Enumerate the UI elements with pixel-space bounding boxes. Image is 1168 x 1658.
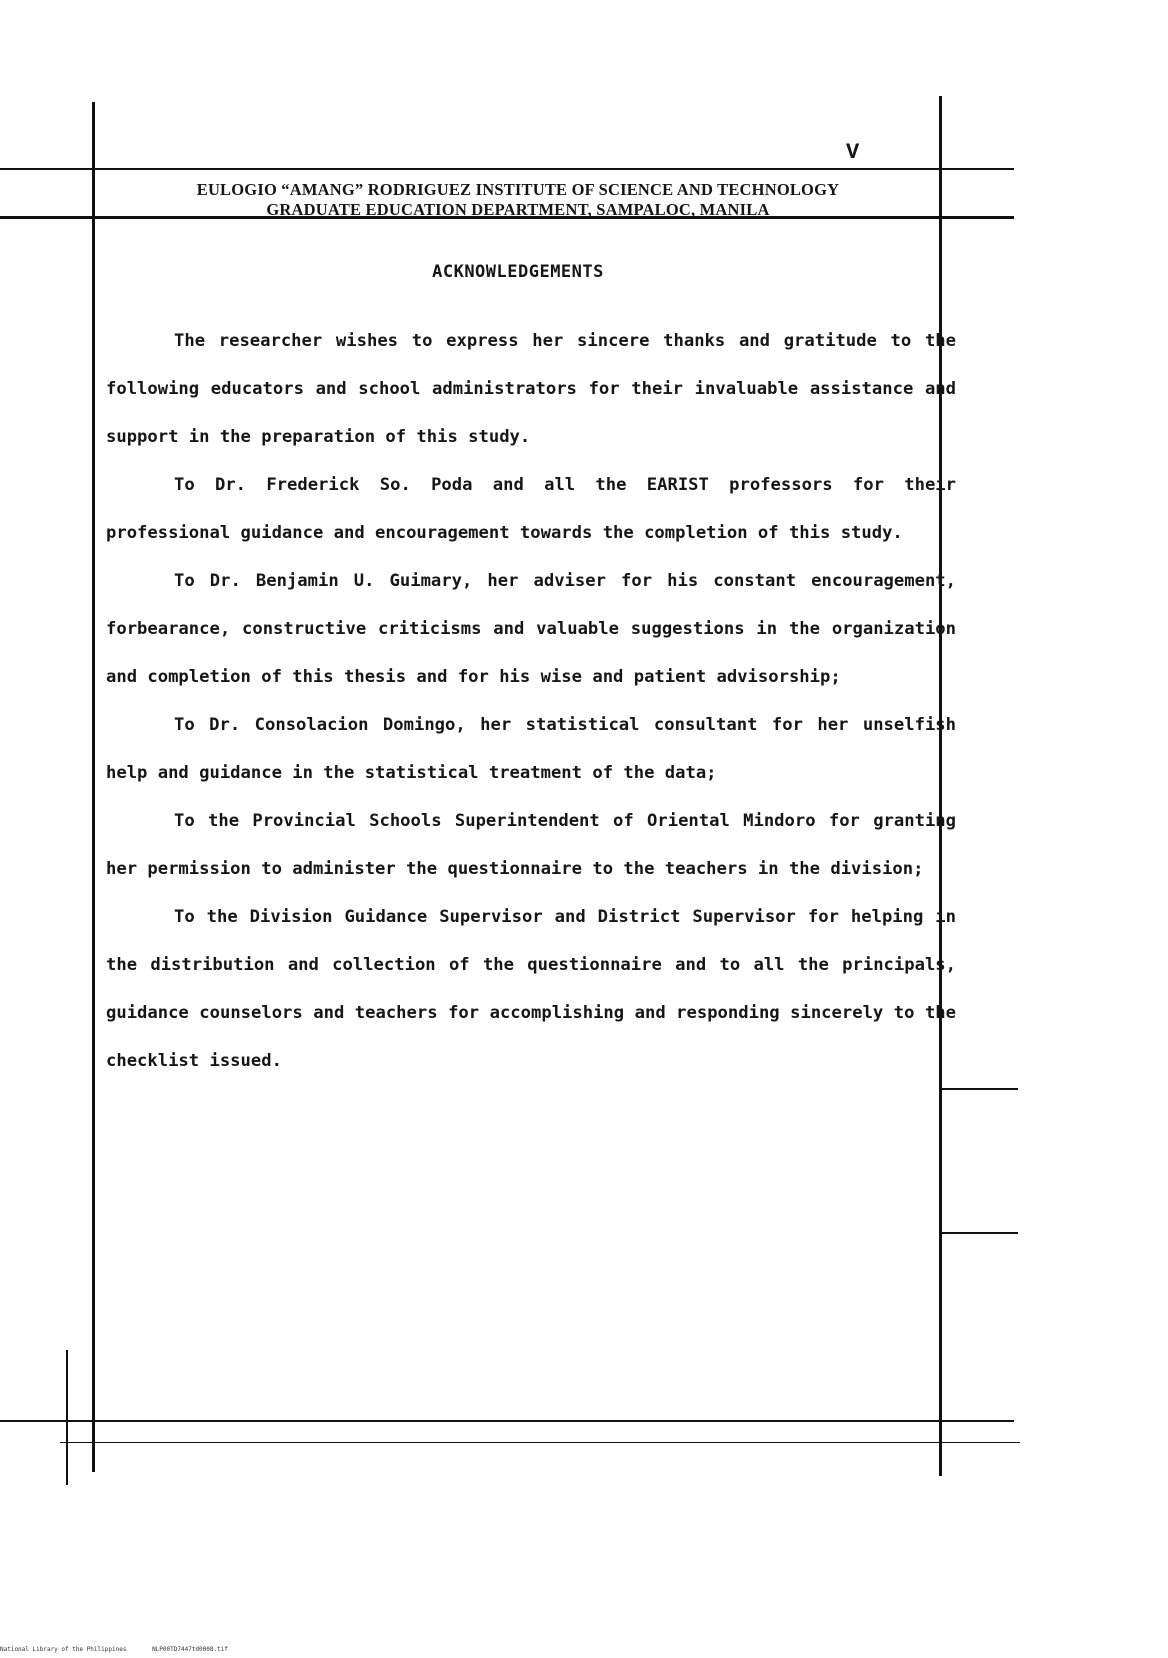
header-line-2: GRADUATE EDUCATION DEPARTMENT, SAMPALOC, MANILA [266,200,770,219]
acknowledgements-body [106,317,956,1085]
right-tick-rule-1 [940,1088,1018,1090]
institution-header [96,180,940,220]
paragraph: To Dr. Frederick So. Poda and all the EARIST professors for their professional guidance and encouragement towards the completion of this study. [106,475,956,543]
header-top-rule [0,168,1014,170]
page-number: V [846,140,860,165]
paragraph: To the Division Guidance Supervisor and District Supervisor for helping in the distribution and collection of the questionnaire and to all the principals, guidance counselors and teachers for accomplishing and responding sincerely to the checklist issued. [106,907,956,1071]
paragraph: The researcher wishes to express her sincere thanks and gratitude to the following educators and school administrators for their invaluable assistance and support in the preparation of this study. [106,331,956,447]
bottom-rule [0,1420,1014,1422]
right-tick-rule-2 [940,1232,1018,1234]
bottom-rule-2 [60,1442,1020,1443]
footer-library: National Library of the Philippines [0,1646,127,1653]
paragraph: To Dr. Consolacion Domingo, her statistical consultant for her unselfish help and guidance in the statistical treatment of the data; [106,715,956,783]
footer-file-id: NLP00TD7447td0008.tif [152,1646,228,1653]
paragraph: To the Provincial Schools Superintendent of Oriental Mindoro for granting her permission to administer the questionnaire to the teachers in the division; [106,811,956,879]
page-title: ACKNOWLEDGEMENTS [432,262,604,282]
paragraph: To Dr. Benjamin U. Guimary, her adviser for his constant encouragement, forbearance, constructive criticisms and valuable suggestions in the organization and completion of this thesis and for his wise and patient advisorship; [106,571,956,687]
header-line-1: EULOGIO “AMANG” RODRIGUEZ INSTITUTE OF SCIENCE AND TECHNOLOGY [196,180,840,199]
scan-footer [0,1646,250,1653]
left-margin-rule-lower [66,1350,68,1485]
left-margin-rule [92,102,95,1472]
